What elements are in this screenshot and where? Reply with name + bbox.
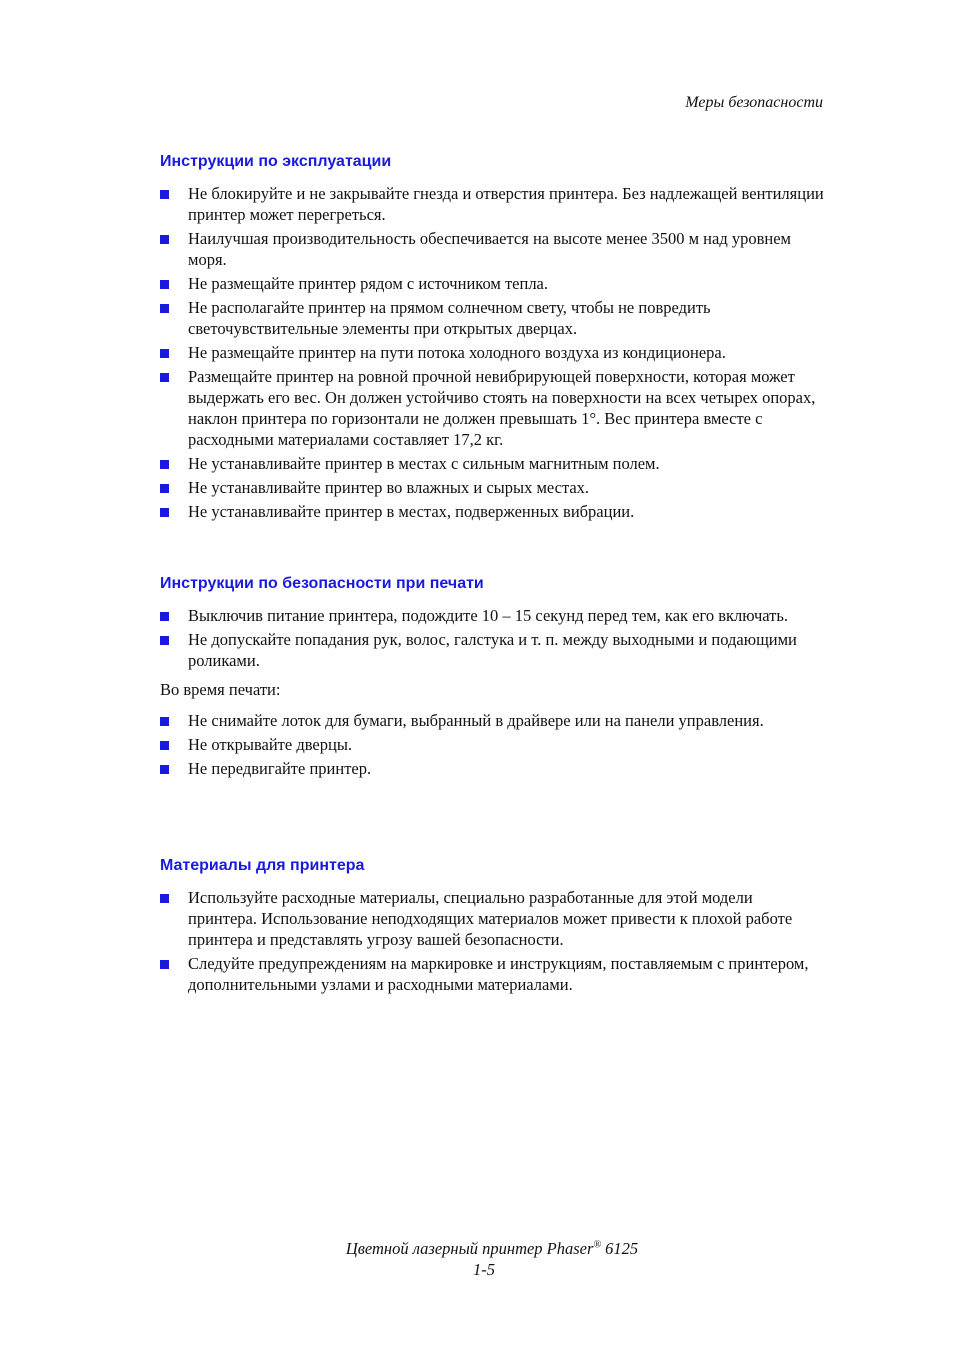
square-bullet-icon xyxy=(160,508,169,517)
square-bullet-icon xyxy=(160,460,169,469)
list-item: Размещайте принтер на ровной прочной невибрирующей поверхности, которая может выдержать его вес. Он должен устойчиво стоять на поверхности на всех четырех опорах, наклон принтера по горизонтали не должен превышать 1°. Вес принтера вместе с расходными материалами составляет 17,2 кг. xyxy=(160,367,825,450)
square-bullet-icon xyxy=(160,280,169,289)
list-item: Используйте расходные материалы, специально разработанные для этой модели принтера. Использование неподходящих материалов может привести к плохой работе принтера и представлять угрозу вашей безопасности. xyxy=(160,888,825,950)
list-item: Не устанавливайте принтер в местах с сильным магнитным полем. xyxy=(160,454,825,475)
square-bullet-icon xyxy=(160,717,169,726)
list-item: Не располагайте принтер на прямом солнечном свету, чтобы не повредить светочувствительные элементы при открытых дверцах. xyxy=(160,298,825,340)
square-bullet-icon xyxy=(160,373,169,382)
list-item: Не открывайте дверцы. xyxy=(160,735,825,756)
page-footer xyxy=(0,1238,954,1280)
running-header: Меры безопасности xyxy=(685,94,823,111)
list-item: Не устанавливайте принтер в местах, подверженных вибрации. xyxy=(160,502,825,523)
list-item: Не устанавливайте принтер во влажных и сырых местах. xyxy=(160,478,825,499)
list-item: Не снимайте лоток для бумаги, выбранный в драйвере или на панели управления. xyxy=(160,711,825,732)
list-item: Не размещайте принтер на пути потока холодного воздуха из кондиционера. xyxy=(160,343,825,364)
bullet-list xyxy=(160,606,825,672)
list-item: Не передвигайте принтер. xyxy=(160,759,825,780)
list-item: Не допускайте попадания рук, волос, галстука и т. п. между выходными и подающими роликами. xyxy=(160,630,825,672)
section-heading: Инструкции по эксплуатации xyxy=(160,153,392,170)
bullet-list xyxy=(160,711,825,780)
during-print-paragraph: Во время печати: xyxy=(160,679,281,699)
section-heading: Материалы для принтера xyxy=(160,857,365,874)
section-print-safety xyxy=(160,574,825,783)
square-bullet-icon xyxy=(160,235,169,244)
bullet-list xyxy=(160,184,825,523)
footer-product-title: Цветной лазерный принтер Phaser® 6125 xyxy=(345,1239,639,1258)
square-bullet-icon xyxy=(160,304,169,313)
square-bullet-icon xyxy=(160,349,169,358)
square-bullet-icon xyxy=(160,894,169,903)
list-item: Не размещайте принтер рядом с источником тепла. xyxy=(160,274,825,295)
square-bullet-icon xyxy=(160,484,169,493)
section-operation xyxy=(160,152,825,526)
square-bullet-icon xyxy=(160,612,169,621)
square-bullet-icon xyxy=(160,190,169,199)
page-number: 1-5 xyxy=(473,1260,495,1279)
section-printer-materials xyxy=(160,856,825,999)
list-item: Следуйте предупреждениям на маркировке и инструкциям, поставляемым с принтером, дополнительными узлами и расходными материалами. xyxy=(160,954,825,996)
square-bullet-icon xyxy=(160,765,169,774)
list-item: Наилучшая производительность обеспечивается на высоте менее 3500 м над уровнем моря. xyxy=(160,229,825,271)
list-item: Выключив питание принтера, подождите 10 – 15 секунд перед тем, как его включать. xyxy=(160,606,825,627)
square-bullet-icon xyxy=(160,741,169,750)
bullet-list xyxy=(160,888,825,995)
square-bullet-icon xyxy=(160,960,169,969)
square-bullet-icon xyxy=(160,636,169,645)
section-heading: Инструкции по безопасности при печати xyxy=(160,575,484,592)
list-item: Не блокируйте и не закрывайте гнезда и отверстия принтера. Без надлежащей вентиляции принтер может перегреться. xyxy=(160,184,825,226)
